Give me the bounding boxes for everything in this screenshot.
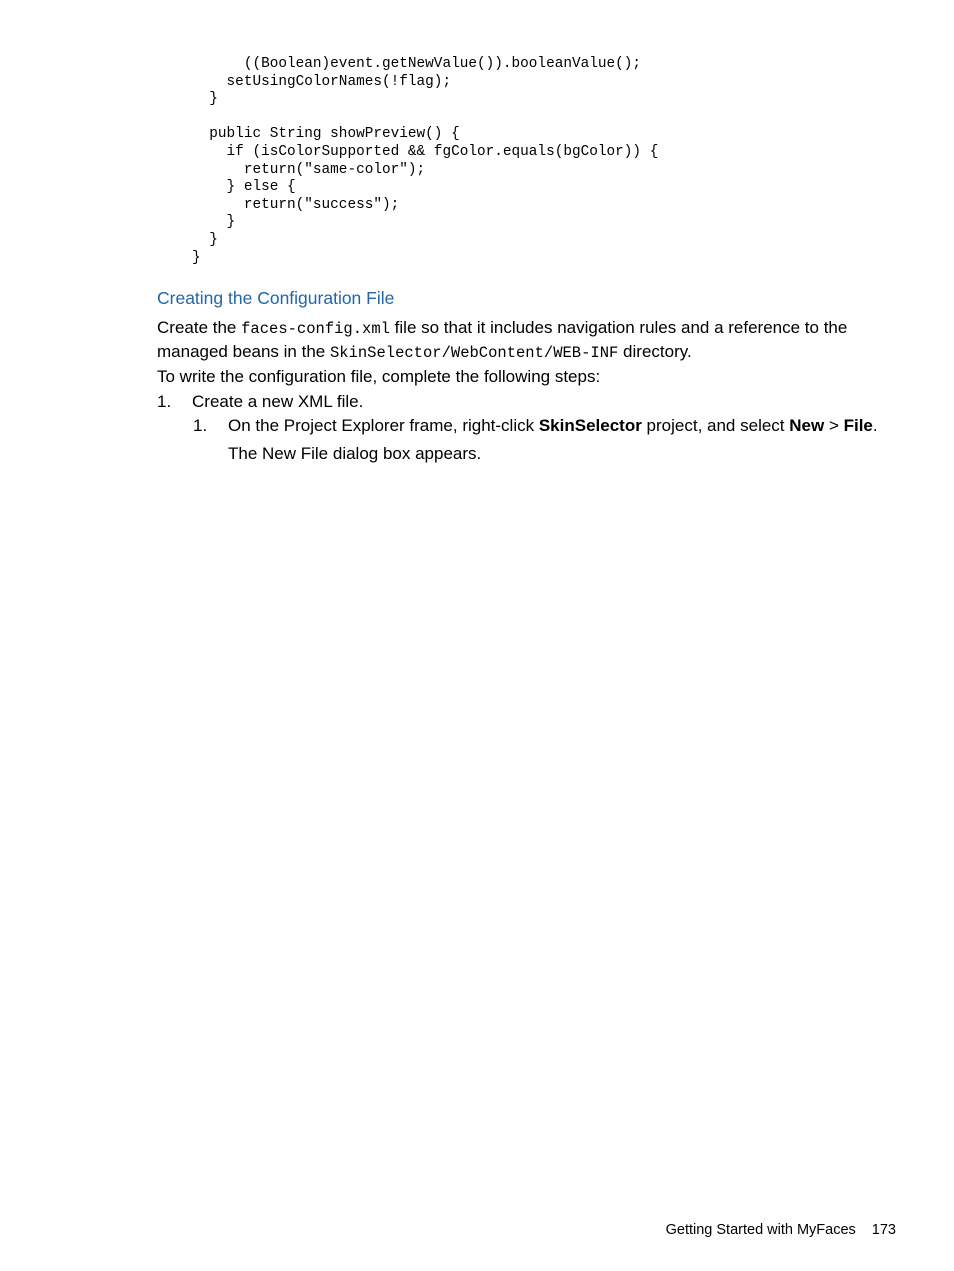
substep-text (228, 415, 878, 437)
project-name: SkinSelector (538, 416, 642, 435)
menu-file: File (843, 416, 873, 435)
code-line: } else { (192, 179, 296, 196)
substep-1 (193, 415, 893, 437)
substep-text-part: On the Project Explorer frame, right-click (228, 416, 539, 435)
intro-text: Create the (157, 318, 242, 337)
code-line: public String showPreview() { (192, 126, 460, 143)
code-line (192, 109, 658, 127)
code-line: } (192, 91, 218, 108)
steps-intro: To write the configuration file, complete the following steps: (157, 367, 601, 386)
intro-text: directory. (618, 341, 692, 361)
step-text: Create a new XML file. (192, 392, 364, 411)
step-number: 1. (157, 392, 172, 411)
page-footer (666, 1222, 896, 1238)
substep-number: 1. (193, 416, 208, 435)
section-heading: Creating the Configuration File (157, 288, 395, 308)
config-filename: faces-config.xml (241, 320, 390, 338)
code-line: return("success"); (192, 196, 400, 213)
directory-path: SkinSelector/WebContent/WEB-INF (329, 343, 619, 362)
code-line: if (isColorSupported && fgColor.equals(bgColor)) { (192, 143, 659, 160)
substep-text-part: . (872, 416, 878, 435)
menu-new: New (789, 416, 825, 435)
code-line: } (192, 249, 201, 266)
substep-text-part: project, and select (641, 416, 790, 435)
code-line: setUsingColorNames(!flag); (192, 73, 452, 90)
step-1 (157, 391, 887, 413)
intro-paragraph (157, 317, 887, 364)
intro-text: file so that it includes navigation rules and a reference to the managed beans in the (157, 318, 848, 361)
code-listing (192, 56, 658, 267)
footer-title: Getting Started with MyFaces (665, 1222, 856, 1238)
page-number: 173 (871, 1222, 896, 1238)
code-line: ((Boolean)event.getNewValue()).booleanValue(); (192, 56, 642, 72)
code-line: return("same-color"); (192, 161, 426, 178)
menu-separator: > (824, 416, 844, 435)
code-line: } (192, 214, 236, 231)
code-line: } (192, 231, 218, 248)
result-text: The New File dialog box appears. (228, 444, 482, 463)
